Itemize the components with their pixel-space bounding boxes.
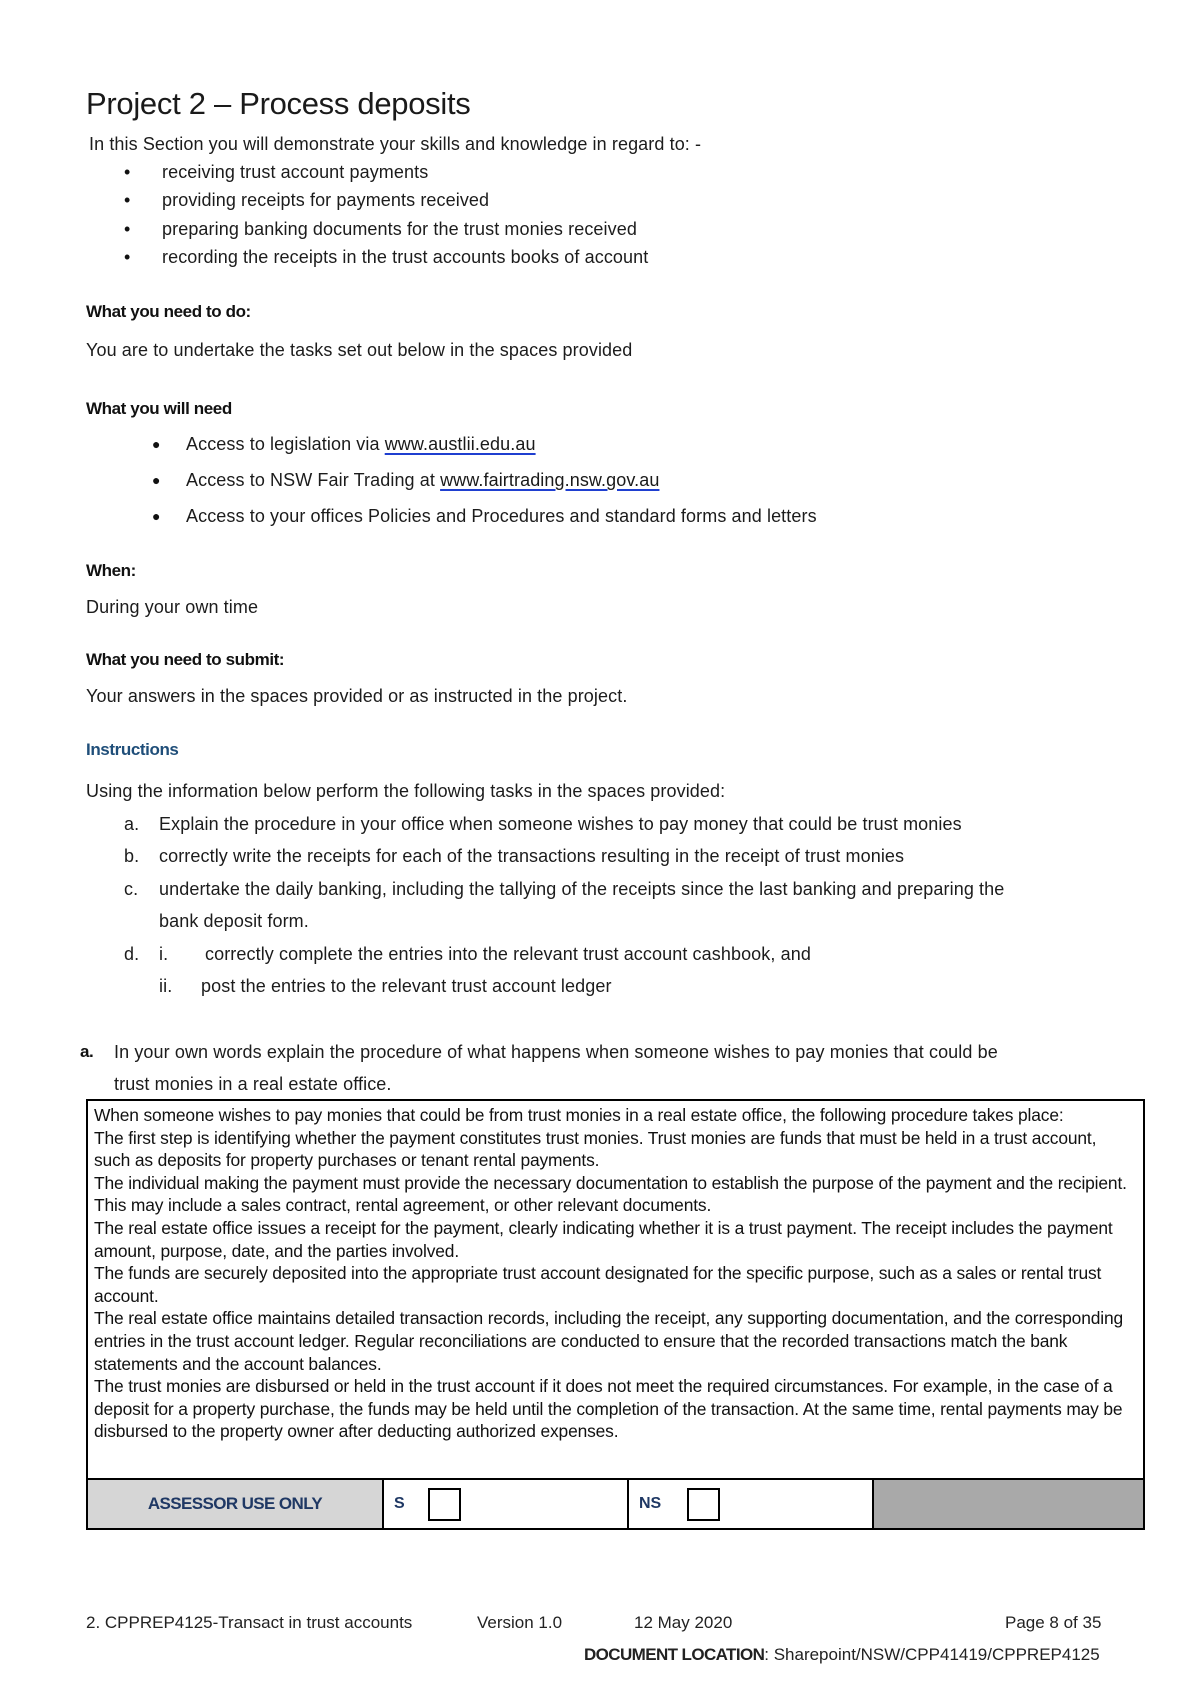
question-line-2: trust monies in a real estate office. [114,1074,392,1094]
bullet-icon: • [124,247,131,267]
footer-document-name: 2. CPPREP4125-Transact in trust accounts [86,1613,413,1632]
bullet-icon: • [124,162,131,182]
answer-paragraph: The trust monies are disbursed or held in the trust account if it does not meet the required circumstances. For example, in the case of a deposit for a property purchase, the funds may be held until the completion of the transaction. At the same time, rental payments may be disbursed to the property owner after deducting authorized expenses. [94,1376,1123,1442]
answer-paragraph: The real estate office issues a receipt for the payment, clearly indicating whether it is a trust payment. The receipt includes the payment amount, purpose, date, and the parties involved. [94,1217,1113,1261]
list-item: Access to NSW Fair Trading at www.fairtrading.nsw.gov.au [186,470,660,490]
satisfactory-label: S [394,1495,405,1512]
list-item: providing receipts for payments received [162,190,490,210]
bullet-icon: ● [152,508,161,524]
when-text: During your own time [86,597,259,617]
when-heading: When: [86,561,136,580]
task-marker: a. [124,814,140,834]
location-label: DOCUMENT LOCATION [584,1645,765,1664]
footer-document-location [584,1645,1100,1665]
assessor-label: ASSESSOR USE ONLY [88,1480,384,1528]
not-satisfactory-checkbox[interactable] [687,1488,720,1521]
submit-text: Your answers in the spaces provided or as instructed in the project. [86,686,628,706]
page-title: Project 2 – Process deposits [86,86,471,121]
question-line-1: In your own words explain the procedure of what happens when someone wishes to pay monies that could be [114,1042,998,1062]
need-to-do-text: You are to undertake the tasks set out below in the spaces provided [86,340,633,360]
instructions-lead: Using the information below perform the following tasks in the spaces provided: [86,781,726,801]
footer-date: 12 May 2020 [634,1613,733,1632]
answer-paragraph: The real estate office maintains detailed transaction records, including the receipt, any supporting documentation, and the corresponding entries in the trust account ledger. Regular reconciliations are conducted to ensure that the recorded transactions match the bank statements and the account balances. [94,1308,1124,1374]
task-text: undertake the daily banking, including the tallying of the receipts since the last banking and preparing the [159,879,1005,899]
bullet-icon: • [124,190,131,210]
assessor-table [86,1478,1145,1530]
question-marker: a. [80,1042,94,1061]
need-to-do-heading: What you need to do: [86,302,251,321]
instructions-heading: Instructions [86,740,179,759]
list-item: Access to your offices Policies and Procedures and standard forms and letters [186,506,817,526]
task-text: bank deposit form. [159,911,309,931]
task-marker: b. [124,846,140,866]
will-need-heading: What you will need [86,399,232,418]
bullet-icon: ● [152,436,161,452]
bullet-icon: • [124,219,131,239]
location-value: : Sharepoint/NSW/CPP41419/CPPREP4125 [764,1645,1100,1664]
answer-box[interactable] [86,1099,1145,1530]
submit-heading: What you need to submit: [86,650,285,669]
task-text: correctly write the receipts for each of the transactions resulting in the receipt of trust monies [159,846,905,866]
task-text: Explain the procedure in your office when someone wishes to pay money that could be trust monies [159,814,962,834]
task-marker: c. [124,879,139,899]
intro-text: In this Section you will demonstrate your skills and knowledge in regard to: - [89,134,702,154]
task-marker: d. [124,944,140,964]
satisfactory-checkbox[interactable] [428,1488,461,1521]
footer-page-number: Page 8 of 35 [1005,1613,1102,1632]
task-sub-marker: ii. [159,976,173,996]
task-text: post the entries to the relevant trust account ledger [201,976,612,996]
list-item: preparing banking documents for the trust monies received [162,219,637,239]
task-sub-marker: i. [159,944,169,964]
list-item: Access to legislation via www.austlii.edu.au [186,434,536,454]
answer-paragraph: When someone wishes to pay monies that could be from trust monies in a real estate office, the following procedure takes place: [94,1105,1064,1125]
bullet-icon: ● [152,472,161,488]
not-satisfactory-cell [629,1480,874,1528]
answer-paragraph: The funds are securely deposited into the appropriate trust account designated for the specific purpose, such as a sales or rental trust account. [94,1263,1102,1306]
fair-trading-link[interactable]: www.fairtrading.nsw.gov.au [440,470,660,490]
not-satisfactory-label: NS [639,1495,662,1512]
assessor-blank-cell [874,1480,1143,1528]
satisfactory-cell [384,1480,629,1528]
list-item: receiving trust account payments [162,162,429,182]
list-item: recording the receipts in the trust accounts books of account [162,247,649,267]
task-text: correctly complete the entries into the relevant trust account cashbook, and [205,944,811,964]
austlii-link[interactable]: www.austlii.edu.au [384,434,536,454]
answer-paragraph: The individual making the payment must provide the necessary documentation to establish the purpose of the payment and the recipient. This may include a sales contract, rental agreement, or other relevant documents. [94,1172,1127,1216]
answer-text [88,1101,1143,1443]
footer-version: Version 1.0 [477,1613,563,1632]
answer-paragraph: The first step is identifying whether the payment constitutes trust monies. Trust monies are funds that must be held in a trust account, such as deposits for property purchases or tenant rental payments. [94,1127,1097,1171]
